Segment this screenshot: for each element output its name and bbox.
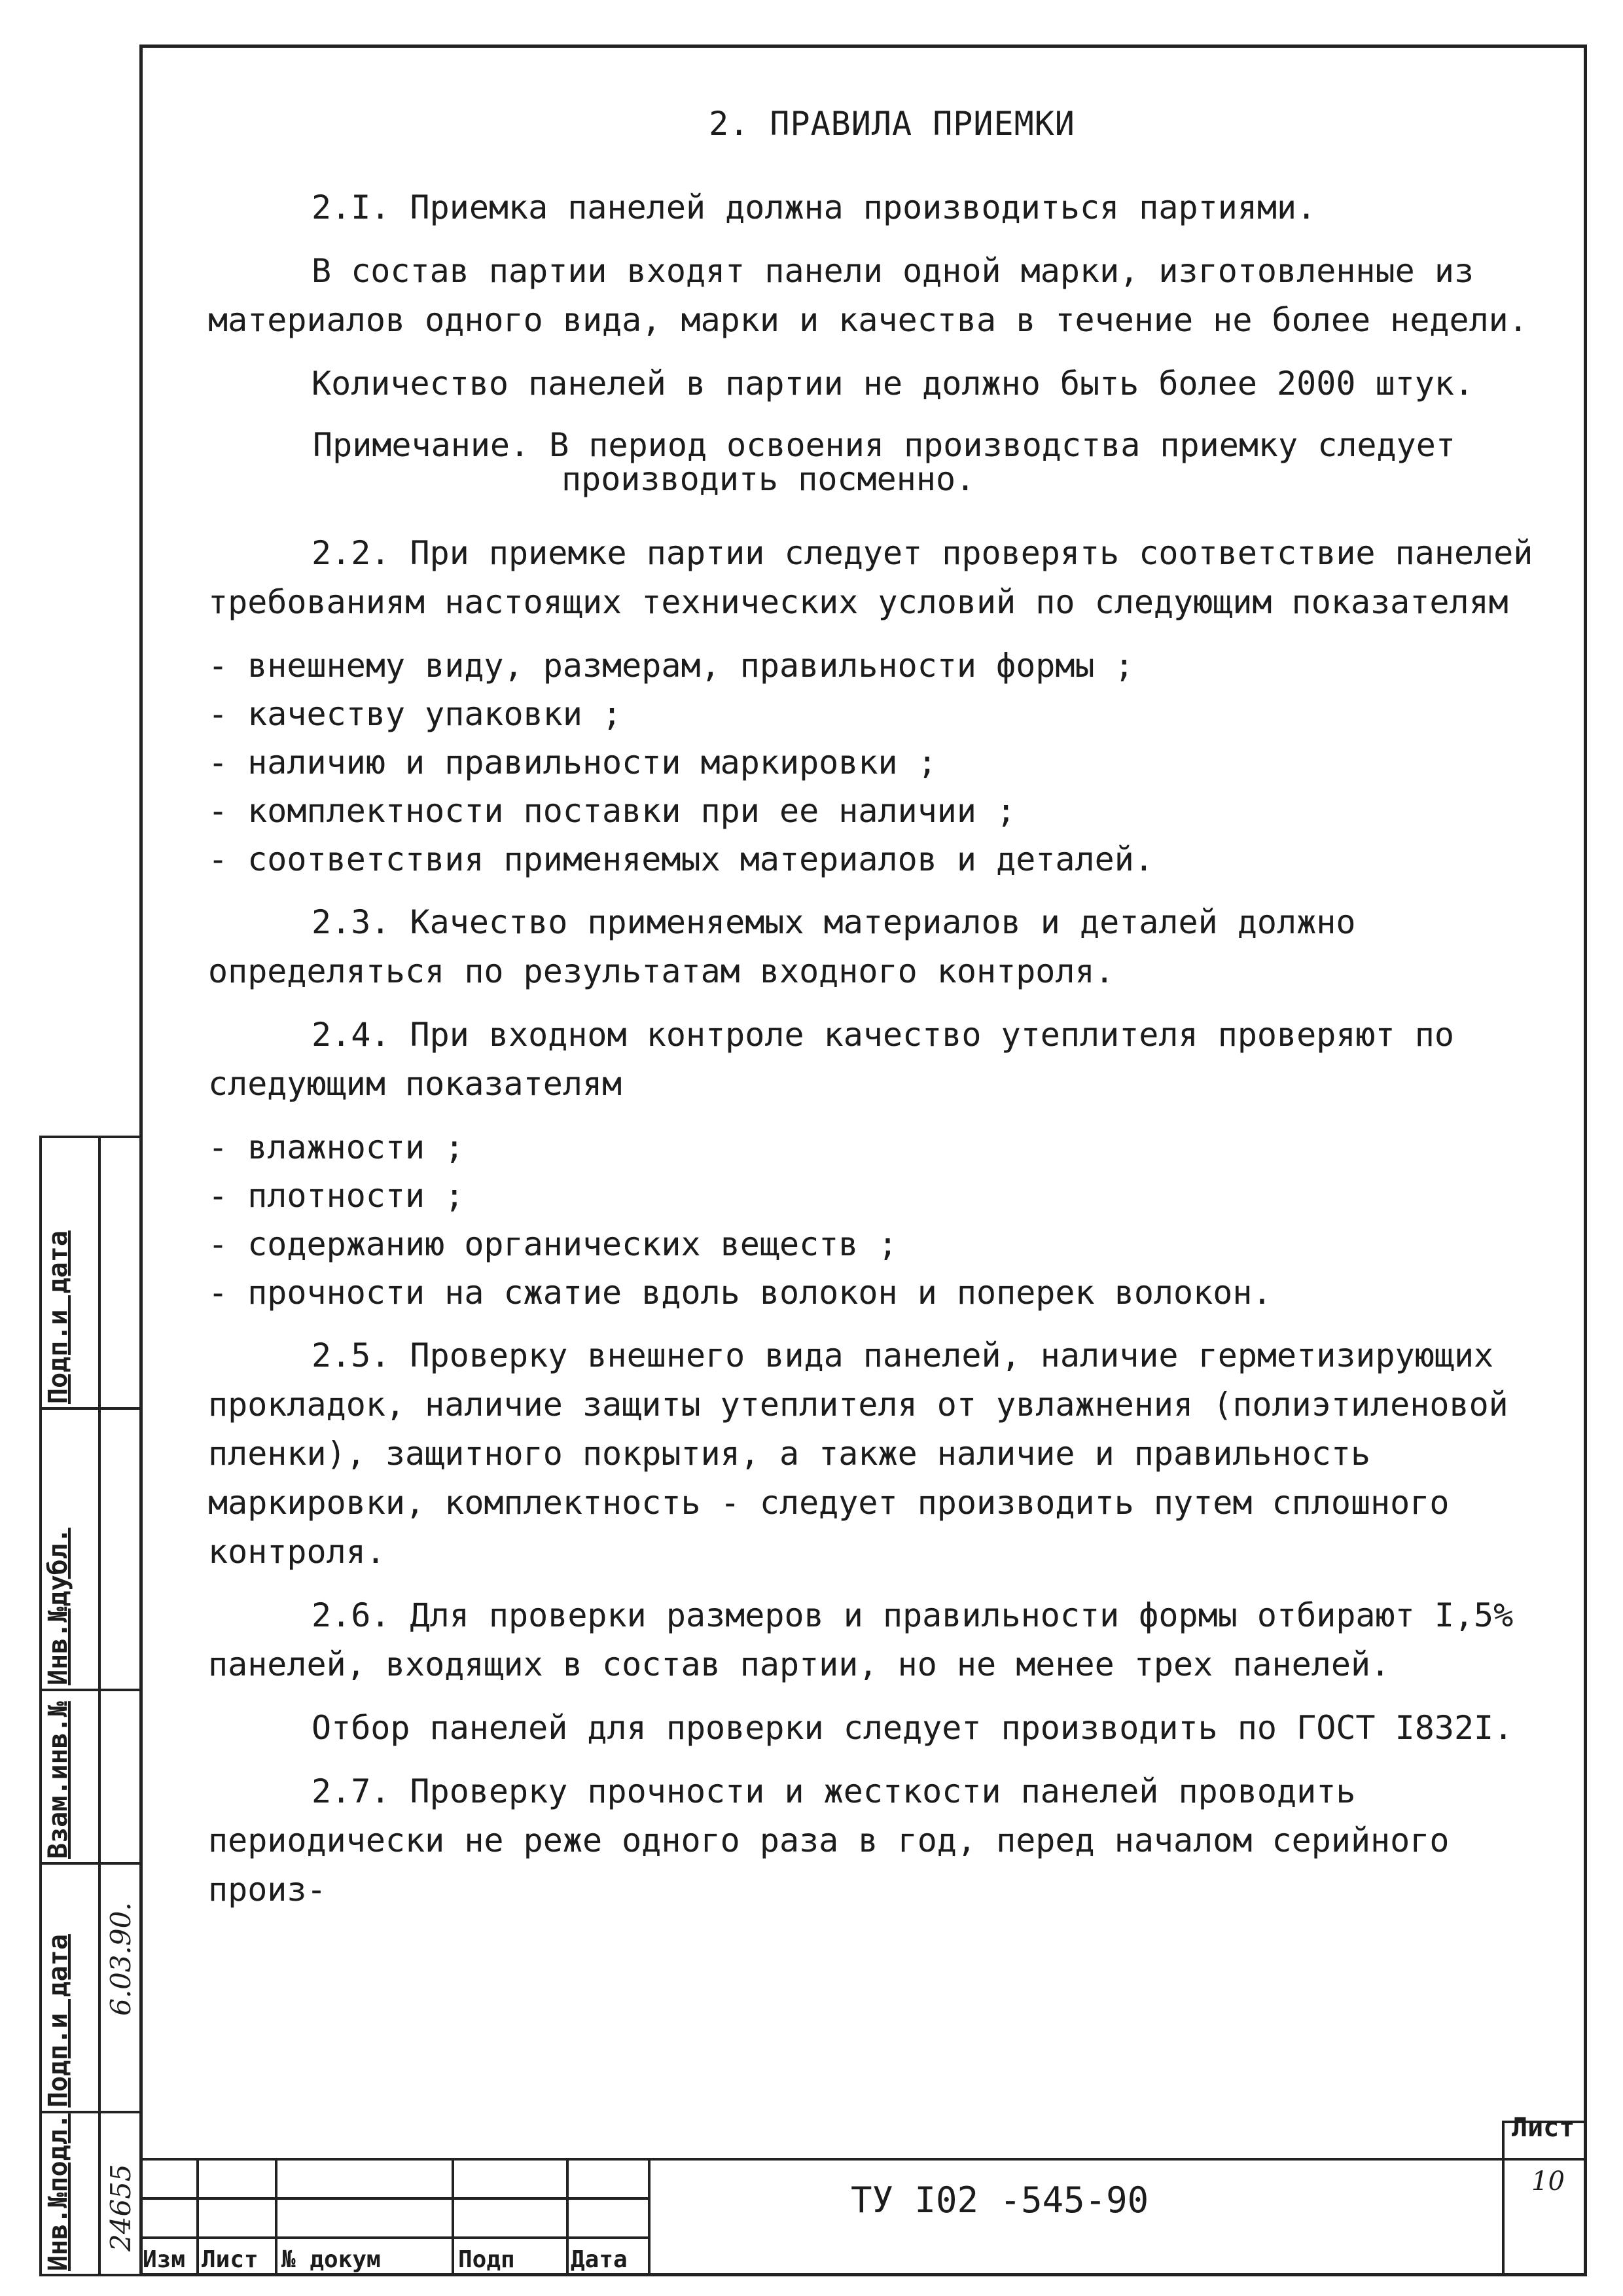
paragraph-2-1-composition: В состав партии входят панели одной марки, изготовленные из материалов одного вида, марки и качества в течение не более недели. [208,252,1528,339]
handwritten-inv-number: 24655 [105,2164,137,2251]
note-line-1: Примечание. В период освоения производства приемку следует [313,426,1455,464]
side-label-sign-date-1: Подп.и дата [43,1230,73,1404]
side-label-sign-date-2: Подп.и дата [43,1934,73,2108]
section-heading: 2. ПРАВИЛА ПРИЕМКИ [709,105,1075,143]
col-label-doc: № докум [281,2246,381,2273]
paragraph-2-4: 2.4. При входном контроле качество утеплителя проверяют по следующим показателям [208,1016,1454,1103]
title-block-top-border [139,2158,1587,2161]
strip-inner-border [98,1136,101,2276]
side-label-replace-inv: Взам.инв.№ [43,1701,73,1859]
paragraph-2-1: 2.I. Приемка панелей должна производиться партиями. [312,188,1317,226]
col-divider-5 [648,2158,651,2276]
sheet-number: 10 [1531,2166,1565,2197]
paragraph-2-1-quantity: Количество панелей в партии не должно быть более 2000 штук. [312,365,1474,403]
sheet-label: Лист [1512,2113,1575,2143]
strip-bottom-border [39,2274,141,2276]
list-item: - внешнему виду, размерам, правильности формы ; [208,647,1134,685]
strip-divider-2 [39,1689,141,1691]
note-block [313,428,1576,496]
paragraph-2-7: 2.7. Проверку прочности и жесткости панелей проводить периодически не реже одного раза в год, перед началом серийного произ- [208,1772,1450,1909]
title-block-row-2 [139,2236,650,2239]
strip-divider-3 [39,1862,141,1865]
paragraph-2-6: 2.6. Для проверки размеров и правильности формы отбирают I,5% панелей, входящих в состав партии, но не менее трех панелей. [208,1596,1514,1683]
list-item: - прочности на сжатие вдоль волокон и поперек волокон. [208,1274,1272,1312]
col-label-list: Лист [202,2246,259,2273]
strip-left-border [39,1136,42,2276]
paragraph-2-6-sampling: Отбор панелей для проверки следует производить по ГОСТ I832I. [312,1709,1514,1747]
col-divider-2 [275,2158,277,2276]
side-label-orig-inv: Инв.№подл. [43,2113,73,2271]
paragraph-2-2: 2.2. При приемке партии следует проверять соответствие панелей требованиям настоящих технических условий по следующим показателям [208,534,1533,621]
list-item: - качеству упаковки ; [208,695,622,733]
col-label-sign: Подп [458,2246,515,2273]
note-line-2: производить посменно. [562,460,976,498]
col-divider-4 [566,2158,569,2276]
handwritten-date: 6.03.90. [105,1902,137,2016]
list-item: - содержанию органических веществ ; [208,1225,898,1263]
col-divider-1 [196,2158,199,2276]
list-item: - комплектности поставки при ее наличии ; [208,792,1016,830]
col-label-date: Дата [571,2246,628,2273]
title-block-row-1 [139,2197,650,2200]
strip-divider-1 [39,1407,141,1410]
list-item: - наличию и правильности маркировки ; [208,744,937,781]
list-item: - влажности ; [208,1128,465,1166]
list-item: - соответствия применяемых материалов и деталей. [208,840,1154,878]
document-body [208,105,1576,1929]
acceptance-criteria-list [208,641,1576,884]
col-divider-3 [452,2158,454,2276]
list-item: - плотности ; [208,1177,465,1215]
paragraph-2-5: 2.5. Проверку внешнего вида панелей, наличие герметизирующих прокладок, наличие защиты утеплителя от увлажнения (полиэтиленовой пленки), защитного покрытия, а также наличие и правильность маркировки, комплектность - следует производить путем сплошного контроля. [208,1336,1508,1571]
sheet-col-divider [1502,2121,1505,2276]
col-label-izm: Изм [143,2246,186,2273]
side-label-dup-inv: Инв.№дубл. [43,1528,73,1685]
sheet-col-mid [1502,2158,1587,2161]
insulation-criteria-list [208,1123,1576,1317]
paragraph-2-3: 2.3. Качество применяемых материалов и деталей должно определяться по результатам входного контроля. [208,903,1356,990]
document-code: ТУ I02 -545-90 [851,2179,1149,2221]
strip-top-border [39,1136,141,1138]
